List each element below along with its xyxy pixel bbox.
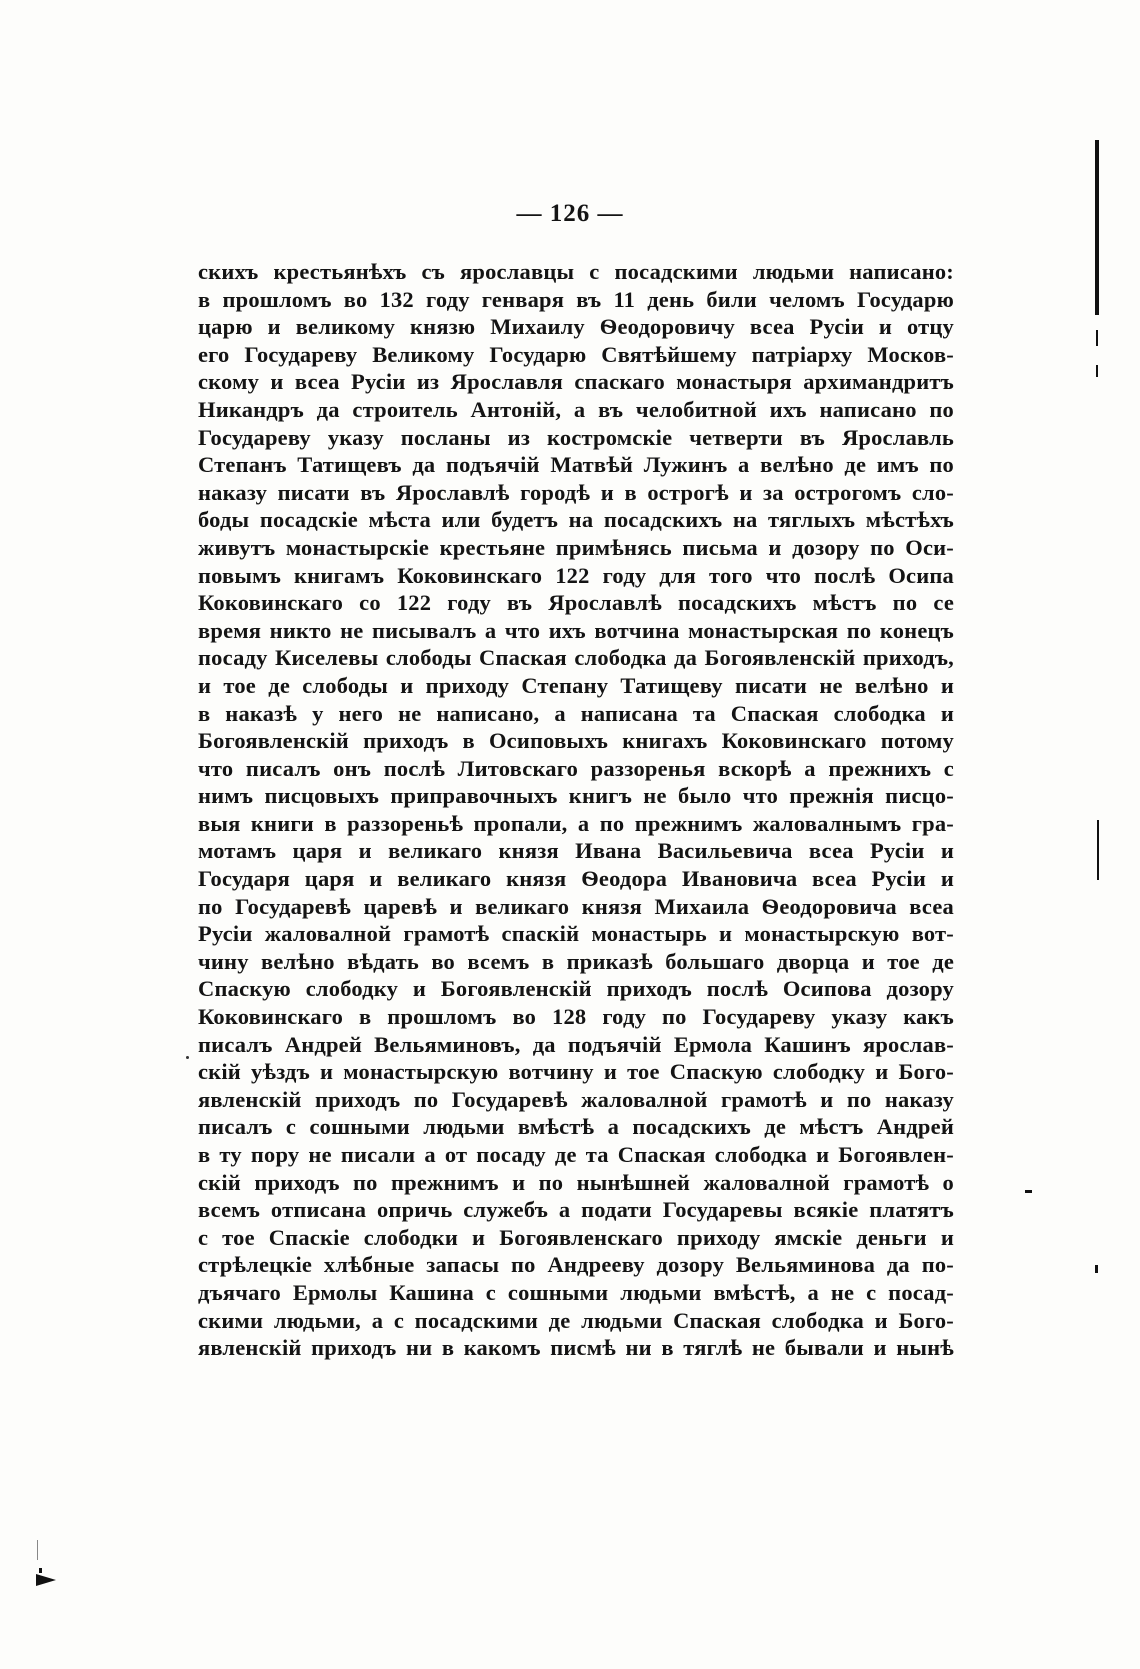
text-line: что писалъ онъ послѣ Литовскаго раззоренья вскорѣ а прежнихъ с [198, 755, 954, 781]
text-line: нимъ писцовыхъ приправочныхъ книгъ не было что прежнія писцо- [198, 783, 954, 809]
text-line: его Государеву Великому Государю Святѣйшему патріарху Москов- [198, 341, 954, 367]
text-line: писалъ с сошными людьми вмѣстѣ а посадскихъ де мѣстъ Андрей [198, 1114, 954, 1140]
text-line: наказу писати въ Ярославлѣ городѣ и в острогѣ и за острогомъ сло- [198, 479, 954, 505]
text-line: скій уѣздъ и монастырскую вотчину и тое Спаскую слободку и Бого- [198, 1059, 954, 1085]
text-line: и тое де слободы и приходу Степану Татищеву писати не велѣно и [198, 672, 954, 698]
text-line: чину велѣно вѣдать во всемъ в приказѣ большаго дворца и тое де [198, 948, 954, 974]
scan-speck [186, 1056, 189, 1059]
text-line: дъячаго Ермолы Кашина с сошными людьми вмѣстѣ, а не с посад- [198, 1279, 954, 1305]
text-line: скій приходъ по прежнимъ и по нынѣшней жаловалной грамотѣ о [198, 1169, 954, 1195]
scan-margin-mark [1095, 140, 1099, 315]
scan-margin-mark [1096, 330, 1098, 346]
scan-margin-mark [39, 1568, 42, 1573]
text-line: скихъ крестьянѣхъ съ ярославцы с посадскими людьми написано: [198, 259, 954, 284]
text-line: в ту пору не писали а от посаду де та Спаская слободка и Богоявлен- [198, 1142, 954, 1167]
text-line: с тое Спаскіе слободки и Богоявленскаго приходу ямскіе деньги и [198, 1224, 954, 1250]
text-line: Коковинскаго в прошломъ во 128 году по Государеву указу какъ [198, 1004, 954, 1030]
text-line: Никандръ да строитель Антоній, а въ челобитной ихъ написано по [198, 396, 954, 422]
page-number: — 126 — [516, 200, 624, 227]
text-line: Государеву указу посланы из костромскіе четверти въ Ярославль [198, 424, 954, 450]
text-line: Спаскую слободку и Богоявленскій приходъ послѣ Осипова дозору [198, 976, 954, 1002]
text-line: скому и всеа Русіи из Ярославля спаскаго монастыря архимандритъ [198, 369, 954, 395]
text-line: мотамъ царя и великаго князя Ивана Васильевича всеа Русіи и [198, 838, 954, 864]
text-line: боды посадскіе мѣста или будетъ на посадскихъ на тяглыхъ мѣстѣхъ [198, 507, 954, 533]
text-line: посаду Киселевы слободы Спаская слободка да Богоявленскій приходъ, [198, 645, 954, 671]
text-line: время никто не писывалъ а что ихъ вотчина монастырская по конецъ [198, 617, 954, 643]
text-line: Государя царя и великаго князя Ѳеодора Ивановича всеа Русіи и [198, 866, 954, 892]
scan-margin-mark [37, 1540, 38, 1560]
text-line: писалъ Андрей Вельяминовъ, да подъячій Ермола Кашинъ ярослав- [198, 1031, 954, 1057]
scan-corner-arrow-icon [36, 1574, 56, 1586]
scan-margin-mark [1097, 820, 1099, 880]
text-line: царю и великому князю Михаилу Ѳеодоровичу всеа Русіи и отцу [198, 314, 954, 340]
text-line: явленскій приходъ ни в какомъ писмѣ ни в тяглѣ не бывали и нынѣ [198, 1335, 954, 1361]
text-line: в прошломъ во 132 году генваря въ 11 день били челомъ Государю [198, 286, 954, 312]
scan-margin-mark [1096, 365, 1098, 377]
text-line: повымъ книгамъ Коковинскаго 122 году для того что послѣ Осипа [198, 562, 954, 588]
text-line: всемъ отписана опричь служебъ а подати Государевы всякіе платятъ [198, 1197, 954, 1223]
text-line: стрѣлецкіе хлѣбные запасы по Андрееву дозору Вельяминова да по- [198, 1252, 954, 1278]
text-line: Богоявленскій приходъ в Осиповыхъ книгахъ Коковинскаго потому [198, 728, 954, 754]
body-text [198, 258, 954, 1362]
text-line: Степанъ Татищевъ да подъячій Матвѣй Лужинъ а велѣно де имъ по [198, 452, 954, 478]
text-line: выя книги в раззореньѣ пропали, а по прежнимъ жаловалнымъ гра- [198, 810, 954, 836]
scan-speck [1025, 1190, 1032, 1193]
text-line: Русіи жаловалной грамотѣ спаскій монастырь и монастырскую вот- [198, 921, 954, 947]
text-line: в наказѣ у него не написано, а написана та Спаская слободка и [198, 700, 954, 726]
text-line: Коковинскаго со 122 году въ Ярославлѣ посадскихъ мѣстъ по се [198, 590, 954, 616]
text-line: скими людьми, а с посадскими де людьми Спаская слободка и Бого- [198, 1307, 954, 1333]
text-line: живутъ монастырскіе крестьяне примѣнясь письма и дозору по Оси- [198, 534, 954, 560]
scan-speck [1095, 1265, 1098, 1273]
text-line: явленскій приходъ по Государевѣ жаловалной грамотѣ и по наказу [198, 1086, 954, 1112]
text-line: по Государевѣ царевѣ и великаго князя Михаила Ѳеодоровича всеа [198, 893, 954, 919]
